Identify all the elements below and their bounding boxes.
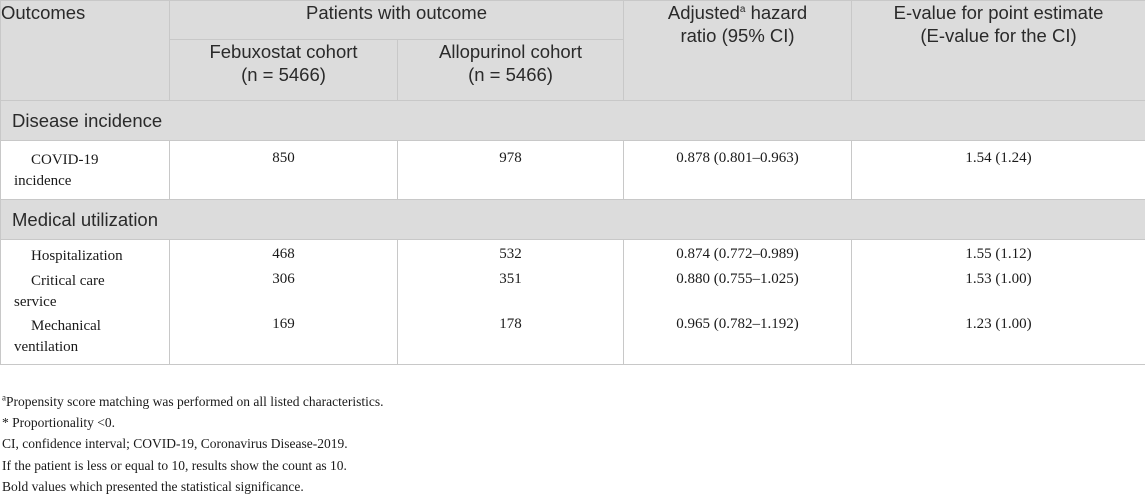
row-label-critical-care — [1, 270, 170, 315]
cell-evalue: 1.54 (1.24) — [852, 141, 1145, 200]
footnote-a — [2, 391, 384, 412]
row-label-line1: Hospitalization — [14, 248, 123, 264]
footnote-abbreviations: CI, confidence interval; COVID-19, Coronavirus Disease-2019. — [2, 433, 384, 454]
footnote-a-text: Propensity score matching was performed on all listed characteristics. — [6, 394, 384, 409]
table-row — [1, 240, 1145, 271]
row-label-hospitalization — [1, 240, 170, 271]
cell-hazard-ratio: 0.965 (0.782–1.192) — [624, 315, 852, 365]
header-evalue-line2: (E-value for the CI) — [920, 25, 1076, 46]
cell-evalue: 1.55 (1.12) — [852, 240, 1145, 271]
header-evalue — [852, 1, 1145, 101]
header-allopurinol-cohort — [398, 40, 624, 101]
row-label-line2: service — [14, 294, 56, 310]
row-label-line2: incidence — [14, 173, 71, 189]
header-hazard-ratio-line2: ratio (95% CI) — [680, 25, 794, 46]
row-label-covid-incidence — [1, 141, 170, 200]
cell-febuxostat-count: 306 — [170, 270, 398, 315]
table-row — [1, 315, 1145, 365]
row-label-line1: Critical care — [14, 273, 105, 289]
footnote-marker-a: a — [740, 4, 746, 15]
table-row — [1, 141, 1145, 200]
row-label-line1: Mechanical — [14, 318, 101, 334]
cell-allopurinol-count: 532 — [398, 240, 624, 271]
section-row-medical-utilization — [1, 200, 1145, 240]
header-febuxostat-line2: (n = 5466) — [241, 64, 326, 85]
header-allopurinol-line1: Allopurinol cohort — [439, 41, 582, 62]
row-label-line2: ventilation — [14, 339, 78, 355]
header-febuxostat-line1: Febuxostat cohort — [209, 41, 357, 62]
table-footnotes — [2, 391, 384, 497]
footnote-a-marker: a — [2, 393, 6, 403]
header-outcomes: Outcomes — [1, 1, 170, 101]
cell-hazard-ratio: 0.880 (0.755–1.025) — [624, 270, 852, 315]
row-label-mechanical-ventilation — [1, 315, 170, 365]
cell-febuxostat-count: 169 — [170, 315, 398, 365]
cell-hazard-ratio: 0.874 (0.772–0.989) — [624, 240, 852, 271]
footnote-bold-note: Bold values which presented the statistical significance. — [2, 476, 384, 497]
cell-evalue: 1.53 (1.00) — [852, 270, 1145, 315]
cell-febuxostat-count: 850 — [170, 141, 398, 200]
header-patients-with-outcome: Patients with outcome — [170, 1, 624, 40]
footnote-count-note: If the patient is less or equal to 10, results show the count as 10. — [2, 455, 384, 476]
section-label-disease-incidence: Disease incidence — [1, 101, 1145, 141]
section-row-disease-incidence — [1, 101, 1145, 141]
header-hazard-ratio-pre: Adjusted — [668, 2, 740, 23]
cell-febuxostat-count: 468 — [170, 240, 398, 271]
cell-allopurinol-count: 351 — [398, 270, 624, 315]
table-row — [1, 270, 1145, 315]
header-evalue-line1: E-value for point estimate — [894, 2, 1104, 23]
header-febuxostat-cohort — [170, 40, 398, 101]
footnote-proportionality: * Proportionality <0. — [2, 412, 384, 433]
header-hazard-ratio-post: hazard — [745, 2, 807, 23]
cell-hazard-ratio: 0.878 (0.801–0.963) — [624, 141, 852, 200]
cell-evalue: 1.23 (1.00) — [852, 315, 1145, 365]
cell-allopurinol-count: 978 — [398, 141, 624, 200]
row-label-line1: COVID-19 — [14, 152, 99, 168]
header-hazard-ratio — [624, 1, 852, 101]
header-allopurinol-line2: (n = 5466) — [468, 64, 553, 85]
section-label-medical-utilization: Medical utilization — [1, 200, 1145, 240]
cell-allopurinol-count: 178 — [398, 315, 624, 365]
